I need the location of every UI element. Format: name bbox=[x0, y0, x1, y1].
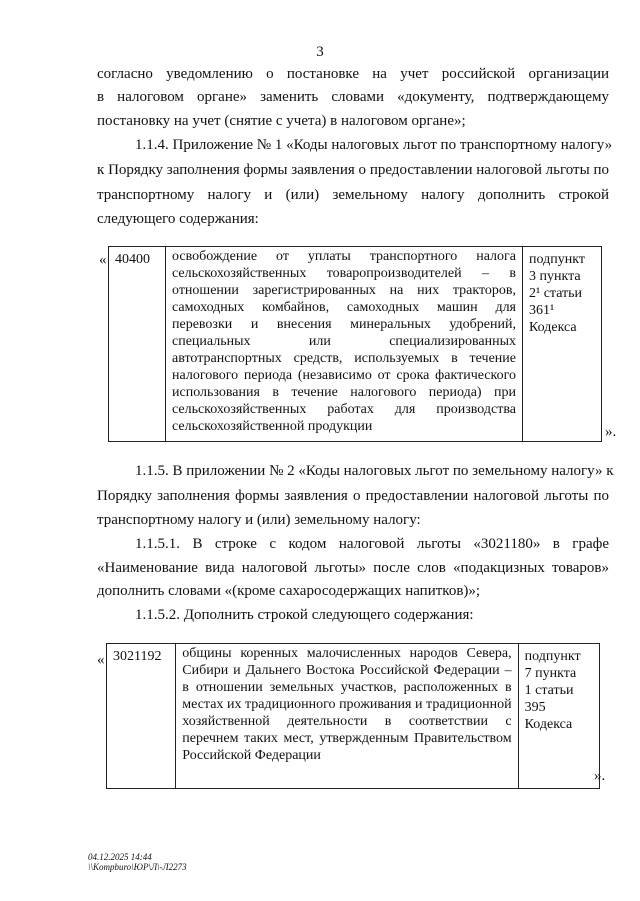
table2-basis-line: подпункт bbox=[524, 649, 581, 664]
para3-line-2: Порядку заполнения формы заявления о предоставлении налоговой льготы по bbox=[97, 488, 609, 504]
para5-line-1: 1.1.5.2. Дополнить строкой следующего содержания: bbox=[135, 607, 474, 623]
para4-line-3: дополнить словами «(кроме сахаросодержащих напитков)»; bbox=[97, 583, 481, 599]
table1 bbox=[108, 246, 602, 442]
table2-description: общины коренных малочисленных народов Севера, Сибири и Дальнего Востока Российской Федерации – в отношении земельных участков, расположенных в местах их традиционного проживания и традиционной хозяйственной деятельности в соответствии с перечнем таких мест, утвержденным Правительством Российской Федерации bbox=[176, 644, 518, 789]
table1-basis-line: 361¹ bbox=[529, 303, 555, 318]
para2-line-2: к Порядку заполнения формы заявления о предоставлении налоговой льготы по bbox=[97, 162, 609, 178]
para3-line-1: 1.1.5. В приложении № 2 «Коды налоговых льгот по земельному налогу» к bbox=[135, 463, 614, 479]
table1-basis-line: 2¹ статьи bbox=[529, 286, 583, 301]
table1-basis-line: подпункт bbox=[529, 252, 585, 267]
table1-description: освобождение от уплаты транспортного налога сельскохозяйственных товаропроизводителей – в отношении зарегистрированных на них тракторов, самоходных комбайнов, самоходных машин для перевозки и внесения минеральных удобрений, специальных или специализированных автотранспортных средств, используемых в течение налогового периода (независимо от срока фактического использования в течение налогового периода) при сельскохозяйственных работах для производства сельскохозяйственной продукции bbox=[166, 247, 523, 442]
table1-open-quote: « bbox=[99, 252, 107, 268]
table2-open-quote: « bbox=[97, 652, 105, 668]
table1-close-quote: ». bbox=[605, 424, 617, 440]
para4-line-1: 1.1.5.1. В строке с кодом налоговой льготы «3021180» в графе bbox=[135, 536, 609, 552]
table2-close-quote: ». bbox=[594, 768, 606, 784]
table2-basis-line: 1 статьи bbox=[524, 683, 574, 698]
para1-line-2: в налоговом органе» заменить словами «документу, подтверждающему bbox=[97, 89, 609, 105]
table2-basis-line: Кодекса bbox=[524, 717, 573, 732]
para2-line-1: 1.1.4. Приложение № 1 «Коды налоговых льгот по транспортному налогу» bbox=[135, 137, 613, 153]
table1-basis bbox=[523, 247, 602, 442]
para1-line-3: постановку на учет (снятие с учета) в налоговом органе»; bbox=[97, 113, 466, 129]
table2-basis-line: 7 пункта bbox=[524, 666, 577, 681]
para3-line-3: транспортному налогу и (или) земельному налогу: bbox=[97, 512, 421, 528]
para2-line-3: транспортному налогу и (или) земельному налогу дополнить строкой bbox=[97, 187, 609, 203]
para1-line-1: согласно уведомлению о постановке на учет российской организации bbox=[97, 66, 609, 82]
table2-basis-line: 395 bbox=[524, 700, 546, 715]
para2-line-4: следующего содержания: bbox=[97, 211, 259, 227]
table1-basis-line: Кодекса bbox=[529, 320, 577, 335]
para4-line-2: «Наименование вида налоговой льготы» после слов «подакцизных товаров» bbox=[97, 560, 609, 576]
table1-code: 40400 bbox=[109, 247, 166, 442]
table2 bbox=[106, 643, 600, 789]
footer-timestamp: 04.12.2025 14:44 bbox=[88, 852, 152, 862]
table2-code: 3021192 bbox=[107, 644, 176, 789]
table1-basis-line: 3 пункта bbox=[529, 269, 581, 284]
page-number: 3 bbox=[316, 44, 324, 60]
footer-path: \\Kompburo\ЮР\Л\-Л2273 bbox=[88, 862, 187, 872]
table2-basis bbox=[518, 644, 599, 789]
